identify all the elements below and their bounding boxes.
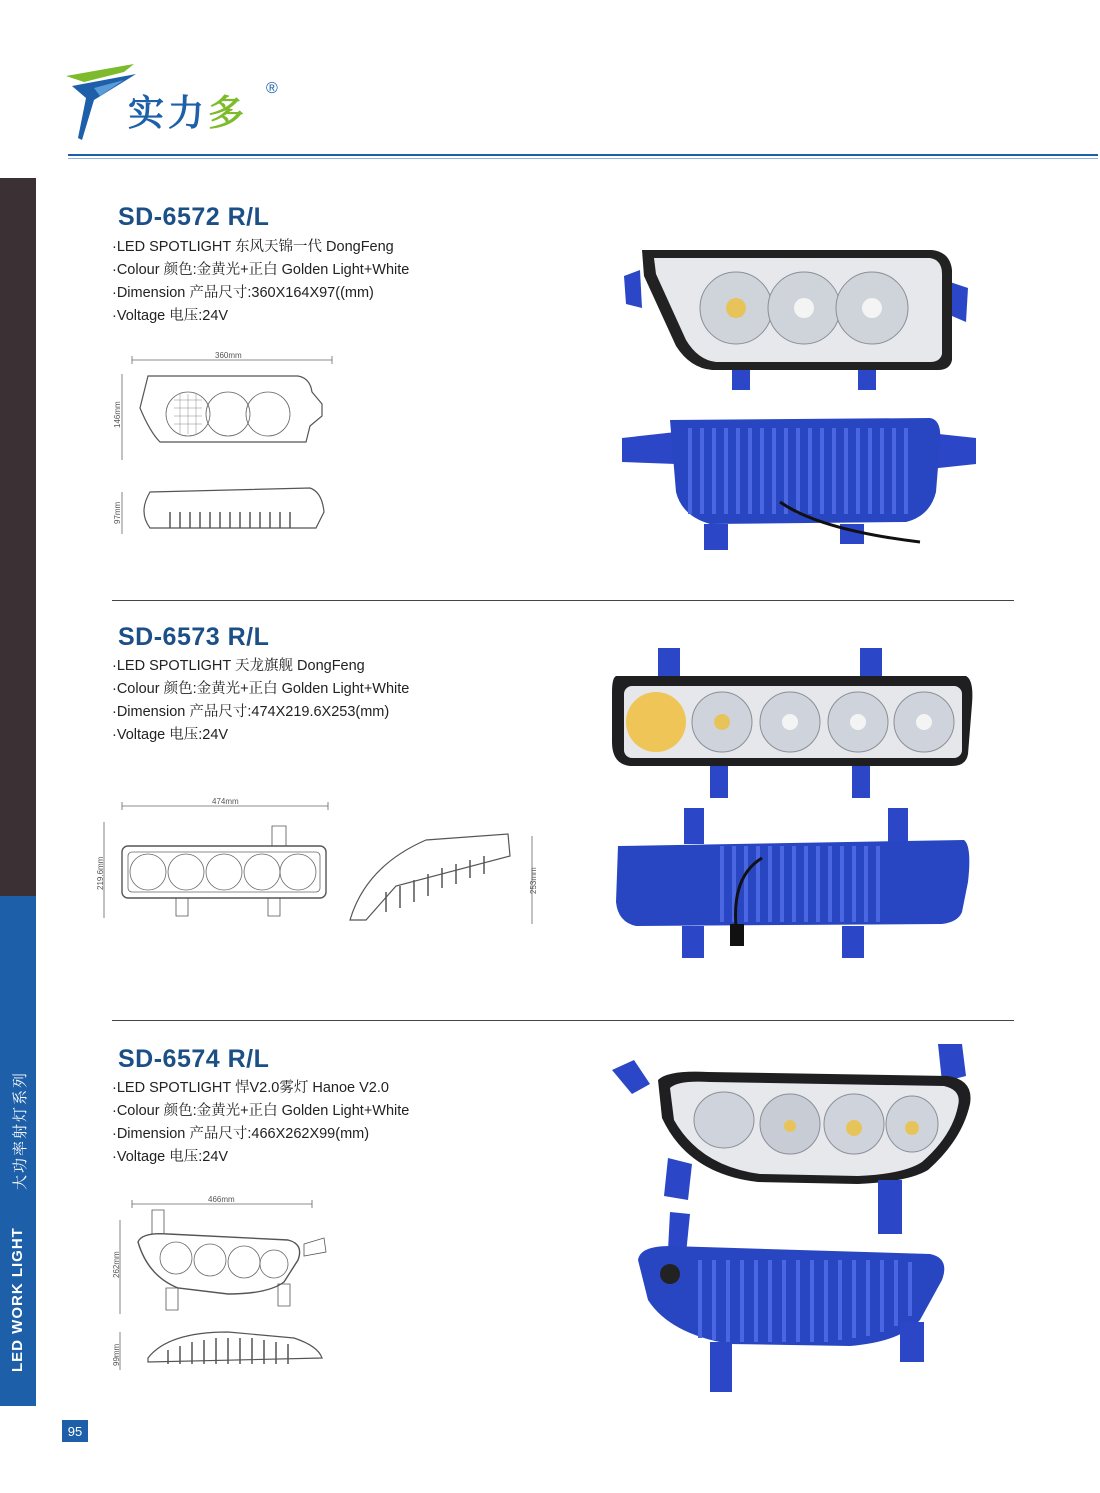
spec-voltage: ·Voltage 电压:24V bbox=[112, 308, 229, 324]
section-divider-1 bbox=[112, 600, 1014, 601]
page-number: 95 bbox=[62, 1420, 88, 1442]
technical-drawing-2 bbox=[96, 796, 546, 936]
product-specs-2 bbox=[112, 655, 409, 747]
sidebar-dark-band bbox=[0, 178, 36, 896]
sidebar-label-cn: 大功率射灯系列 bbox=[12, 1070, 29, 1190]
product-model-2: SD-6573 R/L bbox=[118, 623, 270, 651]
dim-width-3: 466mm bbox=[208, 1195, 235, 1204]
brand-name-main: 实力 bbox=[128, 93, 209, 134]
brand-name bbox=[128, 85, 248, 136]
dim-height-1: 146mm bbox=[113, 401, 122, 428]
spec-type: ·LED SPOTLIGHT 东风天锦一代 DongFeng bbox=[112, 239, 394, 255]
dim-depth-1: 97mm bbox=[113, 501, 122, 524]
technical-drawing-3 bbox=[108, 1190, 338, 1380]
spec-voltage: ·Voltage 电压:24V bbox=[112, 727, 229, 743]
header-rule bbox=[68, 154, 1098, 156]
product-photo-front-2 bbox=[606, 646, 978, 800]
product-model-1: SD-6572 R/L bbox=[118, 203, 270, 231]
product-specs-3 bbox=[112, 1077, 409, 1169]
dim-depth-2: 253mm bbox=[529, 867, 538, 894]
spec-type: ·LED SPOTLIGHT 天龙旗舰 DongFeng bbox=[112, 658, 365, 674]
dim-width-1: 360mm bbox=[215, 352, 242, 360]
spec-colour: ·Colour 颜色:金黄光+正白 Golden Light+White bbox=[112, 681, 410, 697]
product-photo-back-2 bbox=[612, 806, 972, 966]
product-photo-front-1 bbox=[620, 246, 972, 394]
product-photo-front-3 bbox=[608, 1040, 974, 1236]
spec-dimension: ·Dimension 产品尺寸:466X262X99(mm) bbox=[112, 1126, 370, 1142]
sidebar-label-en: LED WORK LIGHT bbox=[9, 1227, 26, 1372]
spec-colour: ·Colour 颜色:金黄光+正白 Golden Light+White bbox=[112, 262, 410, 278]
spec-colour: ·Colour 颜色:金黄光+正白 Golden Light+White bbox=[112, 1103, 410, 1119]
product-photo-back-3 bbox=[630, 1210, 960, 1398]
product-model-3: SD-6574 R/L bbox=[118, 1045, 270, 1073]
spec-dimension: ·Dimension 产品尺寸:360X164X97((mm) bbox=[112, 285, 374, 301]
product-photo-back-1 bbox=[620, 412, 978, 554]
brand-name-accent: 多 bbox=[208, 93, 249, 134]
dim-width-2: 474mm bbox=[212, 797, 239, 806]
spec-type: ·LED SPOTLIGHT 悍V2.0雾灯 Hanoe V2.0 bbox=[112, 1080, 389, 1096]
dim-depth-3: 99mm bbox=[112, 1343, 121, 1366]
dim-height-2: 219.6mm bbox=[96, 856, 105, 890]
registered-mark: ® bbox=[266, 80, 278, 97]
dim-height-3: 262mm bbox=[112, 1251, 121, 1278]
section-divider-2 bbox=[112, 1020, 1014, 1021]
technical-drawing-1 bbox=[110, 352, 350, 542]
spec-dimension: ·Dimension 产品尺寸:474X219.6X253(mm) bbox=[112, 704, 390, 720]
product-specs-1 bbox=[112, 236, 409, 328]
header-rule-thin bbox=[68, 158, 1098, 159]
spec-voltage: ·Voltage 电压:24V bbox=[112, 1149, 229, 1165]
